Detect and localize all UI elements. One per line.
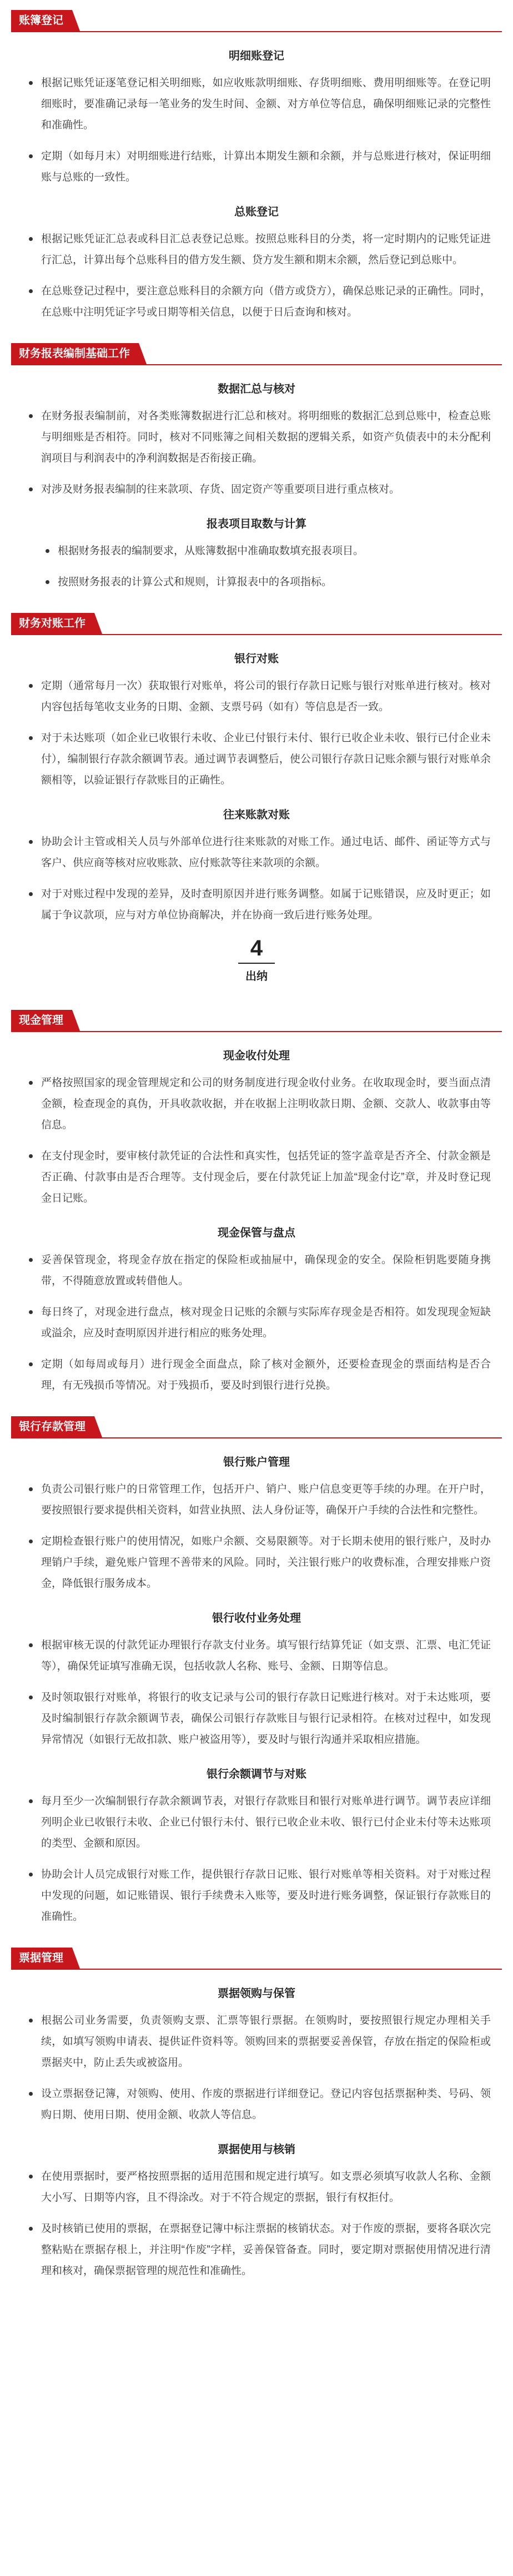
section-recon [0,603,513,926]
section-tag: 财务对账工作 [11,613,94,634]
section-header [11,1416,502,1438]
bullet-paragraph: 负责公司银行账户的日常管理工作，包括开户、销户、账户信息变更等手续的办理。在开户时，要按照银行要求提供相关资料，如营业执照、法人身份证等，确保开户手续的合法性和完整性。 [41,1479,491,1521]
bullet-paragraph: 妥善保管现金，将现金存放在指定的保险柜或抽屉中，确保现金的安全。保险柜钥匙要随身携带，不得随意放置或转借他人。 [41,1250,491,1292]
bullet-paragraph: 及时领取银行对账单，将银行的收支记录与公司的银行存款日记账进行核对。对于未达账项，要及时编制银行存款余额调节表，确保公司银行存款账目与银行记录相符。在核对过程中，如发现异常情况（如银行无故扣款、账户被盗用等），要及时与银行沟通并采取相应措施。 [41,1687,491,1750]
bullet-paragraph: 根据财务报表的编制要求，从账簿数据中准确取数填充报表项目。 [58,541,491,562]
section-header [11,1948,502,1970]
section-bank [0,1406,513,1928]
bullet-paragraph: 协助会计人员完成银行对账工作，提供银行存款日记账、银行对账单等相关资料。对于对账过程中发现的问题，如记账错误、银行手续费未入账等，要及时进行账务调整，保证银行存款账目的准确性。 [41,1864,491,1928]
bullet-paragraph: 根据记账凭证逐笔登记相关明细账，如应收账款明细账、存货明细账、费用明细账等。在登记明细账时，要准确记录每一笔业务的发生时间、金额、对方单位等信息，确保明细账记录的完整性和准确性。 [41,73,491,136]
subsection-title: 票据领购与保管 [218,1988,295,2000]
bullet-paragraph: 对于未达账项（如企业已收银行未收、企业已付银行未付、银行已收企业未收、银行已付企业未付），编制银行存款余额调节表。通过调节表调整后，使公司银行存款日记账余额与银行对账单余额相等，以验证银行存款账目的正确性。 [41,728,491,791]
section-bills [0,1938,513,2282]
subsection-title: 现金保管与盘点 [218,1227,295,1239]
subsection-title: 数据汇总与核对 [218,383,295,395]
section-header [11,1010,502,1032]
bullet-paragraph: 对于对账过程中发现的差异，及时查明原因并进行账务调整。如属于记账错误，应及时更正；如属于争议款项，应与对方单位协商解决，并在协商一致后进行账务处理。 [41,884,491,926]
section-header [11,343,502,365]
bullet-paragraph: 定期检查银行账户的使用情况，如账户余额、交易限额等。对于长期未使用的银行账户，及时办理销户手续，避免账户管理不善带来的风险。同时，关注银行账户的收费标准，合理安排账户资金，降低银行服务成本。 [41,1531,491,1594]
section-ledger [0,0,513,323]
chapter-marker [223,936,290,983]
subsection-title: 银行余额调节与对账 [207,1768,306,1780]
bullet-paragraph: 根据公司业务需要，负责领购支票、汇票等银行票据。在领购时，要按照银行规定办理相关手续，如填写领购申请表、提供证件资料等。领购回来的票据要妥善保管，存放在指定的保险柜或票据夹中，防止丢失或被盗用。 [41,2010,491,2074]
subsection-title: 现金收付处理 [223,1050,290,1062]
bullet-paragraph: 在支付现金时，要审核付款凭证的合法性和真实性，包括凭证的签字盖章是否齐全、付款金额是否正确、付款事由是否合理等。支付现金后，要在付款凭证上加盖“现金付讫”章，并及时登记现金日记账。 [41,1146,491,1209]
section-tag: 银行存款管理 [11,1416,94,1437]
section-report [0,333,513,593]
bullet-paragraph: 及时核销已使用的票据，在票据登记簿中标注票据的核销状态。对于作废的票据，要将各联次完整粘贴在票据存根上，并注明“作废”字样，妥善保管备查。同时，要定期对票据使用情况进行清理和核对，确保票据管理的规范性和准确性。 [41,2218,491,2282]
bullet-paragraph: 每日终了，对现金进行盘点，核对现金日记账的余额与实际库存现金是否相符。如发现现金短缺或溢余，应及时查明原因并进行相应的账务处理。 [41,1302,491,1344]
bullet-paragraph: 定期（如每周或每月）进行现金全面盘点，除了核对金额外，还要检查现金的票面结构是否合理，有无残损币等情况。对于残损币，要及时到银行进行兑换。 [41,1354,491,1396]
subsection-title: 总账登记 [234,206,279,218]
section-tag: 账簿登记 [11,10,72,31]
chapter-number: 4 [238,936,275,964]
section-header [11,613,502,635]
bullet-paragraph: 定期（如每月末）对明细账进行结账，计算出本期发生额和余额，并与总账进行核对，保证明细账与总账的一致性。 [41,146,491,188]
section-cash [0,1000,513,1396]
bullet-paragraph: 在总账登记过程中，要注意总账科目的余额方向（借方或贷方），确保总账记录的正确性。同时，在总账中注明凭证字号或日期等相关信息，以便于日后查询和核对。 [41,281,491,323]
subsection-title: 票据使用与核销 [218,2144,295,2156]
subsection-title: 往来账款对账 [223,809,290,821]
subsection-title: 银行账户管理 [223,1456,290,1468]
bullet-paragraph: 根据审核无误的付款凭证办理银行存款支付业务。填写银行结算凭证（如支票、汇票、电汇凭证等），确保凭证填写准确无误，包括收款人名称、账号、金额、日期等信息。 [41,1635,491,1677]
bullet-paragraph: 每月至少一次编制银行存款余额调节表，对银行存款账目和银行对账单进行调节。调节表应详细列明企业已收银行未收、企业已付银行未付、银行已收企业未收、银行已付企业未付等未达账项的类型、金额和原因。 [41,1791,491,1854]
subsection-title: 报表项目取数与计算 [207,518,306,530]
bullet-paragraph: 严格按照国家的现金管理规定和公司的财务制度进行现金收付业务。在收取现金时，要当面点清金额，检查现金的真伪，开具收款收据，并在收据上注明收款日期、金额、交款人、收款事由等信息。 [41,1073,491,1136]
subsection-title: 明细账登记 [229,50,284,62]
section-header [11,10,502,32]
chapter-label: 出纳 [245,970,268,983]
subsection-title: 银行对账 [234,653,279,665]
bullet-paragraph: 设立票据登记簿，对领购、使用、作废的票据进行详细登记。登记内容包括票据种类、号码、领购日期、使用日期、使用金额、收款人等信息。 [41,2084,491,2126]
section-tag: 财务报表编制基础工作 [11,343,139,364]
subsection-title: 银行收付业务处理 [212,1612,301,1624]
bullet-paragraph: 对涉及财务报表编制的往来款项、存货、固定资产等重要项目进行重点核对。 [41,479,491,500]
bullet-paragraph: 在使用票据时，要严格按照票据的适用范围和规定进行填写。如支票必须填写收款人名称、金额大小写、日期等内容，且不得涂改。对于不符合规定的票据，银行有权拒付。 [41,2166,491,2208]
bullet-paragraph: 在财务报表编制前，对各类账簿数据进行汇总和核对。将明细账的数据汇总到总账中，检查总账与明细账是否相符。同时，核对不同账簿之间相关数据的逻辑关系，如资产负债表中的未分配利润项目与利润表中的净利润数据是否衔接正确。 [41,406,491,469]
section-tag: 现金管理 [11,1010,72,1031]
bullet-paragraph: 根据记账凭证汇总表或科目汇总表登记总账。按照总账科目的分类，将一定时期内的记账凭证进行汇总，计算出每个总账科目的借方发生额、贷方发生额和期末余额，然后登记到总账中。 [41,229,491,271]
bullet-paragraph: 协助会计主管或相关人员与外部单位进行往来账款的对账工作。通过电话、邮件、函证等方式与客户、供应商等核对应收账款、应付账款等往来款项的余额。 [41,832,491,874]
bullet-paragraph: 定期（通常每月一次）获取银行对账单，将公司的银行存款日记账与银行对账单进行核对。核对内容包括每笔收支业务的日期、金额、支票号码（如有）等信息是否一致。 [41,676,491,718]
section-tag: 票据管理 [11,1948,72,1969]
bullet-paragraph: 按照财务报表的计算公式和规则，计算报表中的各项指标。 [58,572,491,593]
